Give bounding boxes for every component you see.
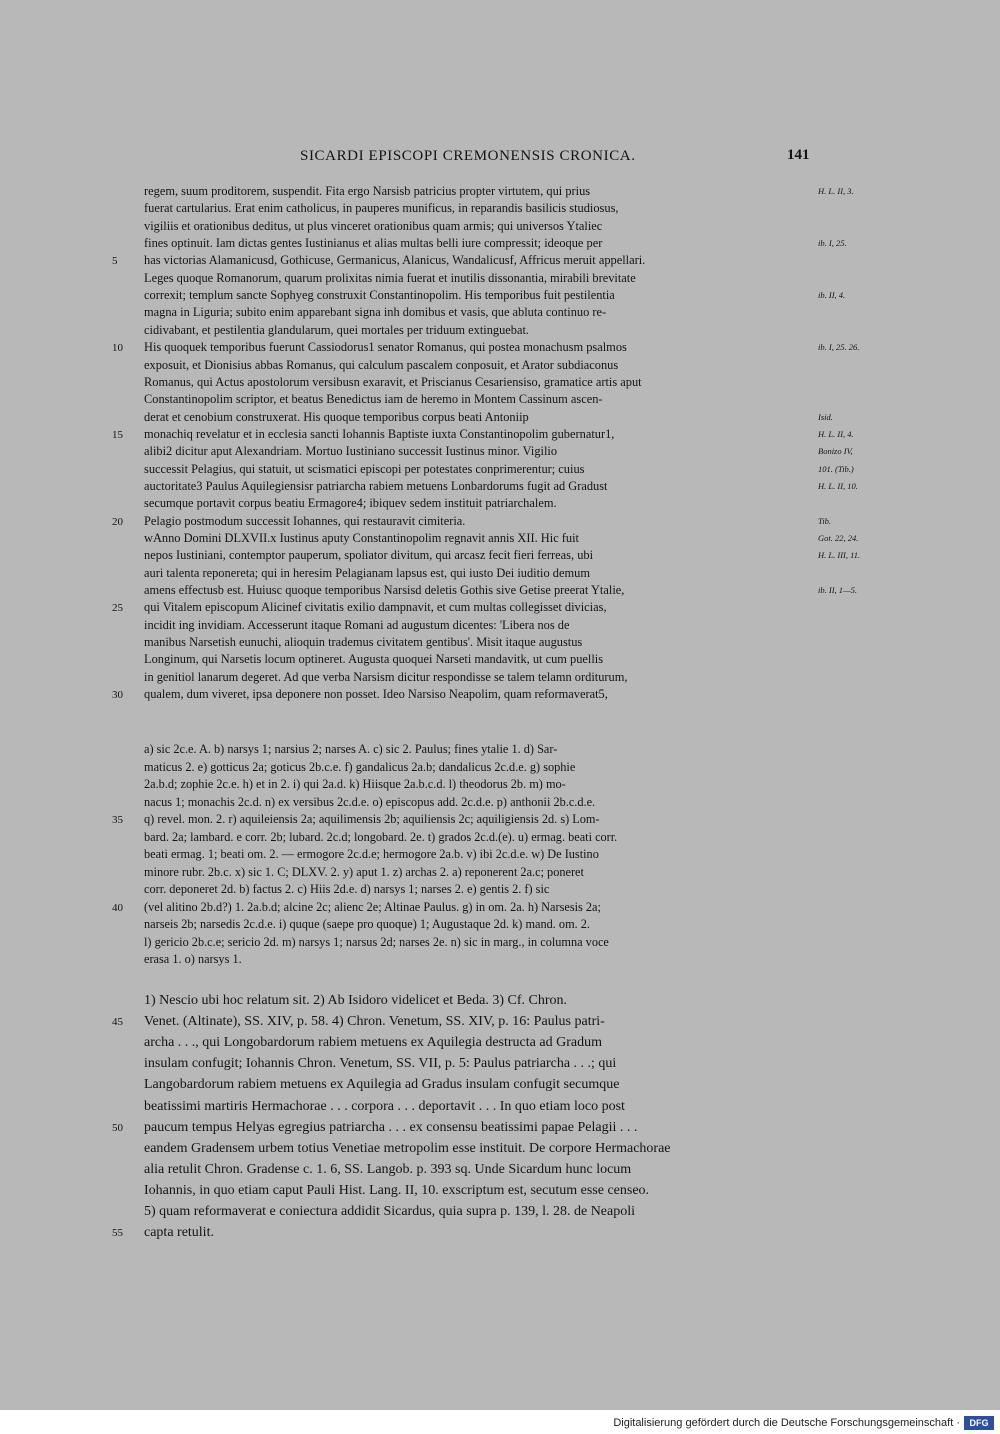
text-line [0, 1180, 1000, 1201]
text-line [0, 513, 1000, 530]
text-line [0, 1032, 1000, 1053]
text-line [0, 599, 1000, 616]
text-line [0, 759, 1000, 776]
line-number: 20 [112, 515, 123, 528]
line-text: cidivabant, et pestilentia glandularum, quei mortales per triduum extinguebat. [144, 322, 530, 337]
text-line [0, 951, 1000, 968]
line-text: 2a.b.d; zophie 2c.e. h) et in 2. i) qui 2a.d. k) Hiisque 2a.b.c.d. l) theodorus 2b. m) mo- [144, 777, 566, 791]
text-line [0, 617, 1000, 634]
line-text: qui Vitalem episcopum Alicinef civitatis exilio dampnavit, et cum multas collegisset divicias, [144, 600, 607, 615]
line-text: Romanus, qui Actus apostolorum versibusn exaravit, et Priscianus Cesariensiso, gramatice artis aput [144, 374, 642, 389]
text-line [0, 409, 1000, 426]
line-text: insulam confugit; Iohannis Chron. Venetum, SS. VII, p. 5: Paulus patriarcha . . .; qui [144, 1056, 617, 1072]
line-text: alia retulit Chron. Gradense c. 1. 6, SS. Langob. p. 393 sq. Unde Sicardum hunc locum [144, 1161, 632, 1177]
running-title: SICARDI EPISCOPI CREMONENSIS CRONICA. [300, 148, 636, 164]
text-line [0, 1011, 1000, 1032]
text-line [0, 990, 1000, 1011]
line-text: maticus 2. e) gotticus 2a; goticus 2b.c.e. f) gandalicus 2a.b; dandalicus 2c.d.e. g) sophie [144, 759, 576, 774]
funding-credit: Digitalisierung gefördert durch die Deutsche Forschungsgemeinschaft · [613, 1417, 960, 1429]
line-text: (vel alitino 2b.d?) 1. 2a.b.d; alcine 2c; alienc 2e; Altinae Paulus. g) in om. 2a. h) Narsesis 2a; [144, 899, 601, 914]
line-text: 5) quam reformaverat e coniectura addidit Sicardus, quia supra p. 139, l. 28. de Neapoli [144, 1204, 636, 1219]
text-line [0, 1074, 1000, 1095]
line-text: capta retulit. [144, 1225, 214, 1241]
line-text: Venet. (Altinate), SS. XIV, p. 58. 4) Chron. Venetum, SS. XIV, p. 16: Paulus patri- [144, 1014, 605, 1030]
line-text: amens effectusb est. Huiusc quoque temporibus Narsisd deletis Gothis sive Getise preerat Ytalie, [144, 583, 625, 598]
text-line [0, 391, 1000, 408]
text-line [0, 881, 1000, 898]
digitization-footer [0, 1414, 1000, 1434]
line-text: a) sic 2c.e. A. b) narsys 1; narsius 2; narses A. c) sic 2. Paulus; fines ytalie 1. d) Sar- [144, 742, 558, 756]
line-text: fines optinuit. Iam dictas gentes Iustinianus et alias multas belli iure compressit; ideoque per [144, 236, 603, 251]
line-text: Iohannis, in quo etiam caput Pauli Hist. Lang. II, 10. exscriptum est, secutum esse censeo. [144, 1182, 650, 1198]
text-line [0, 322, 1000, 339]
line-text: qualem, dum viveret, ipsa deponere non posset. Ideo Narsiso Neapolim, quam reformaverat5, [144, 687, 608, 702]
line-text: bard. 2a; lambard. e corr. 2b; lubard. 2c.d; longobard. 2e. t) grados 2c.d.(e). u) ermag. beati corr. [144, 829, 618, 844]
line-text: His quoquek temporibus fuerunt Cassiodorus1 senator Romanus, qui postea monachusm psalmos [144, 340, 627, 355]
text-line [0, 547, 1000, 564]
line-number: 35 [112, 814, 123, 826]
text-line [0, 183, 1000, 200]
margin-reference: H. L. III, 11. [818, 550, 861, 561]
line-number: 15 [112, 428, 123, 441]
line-number: 45 [112, 1016, 123, 1029]
line-text: corr. deponeret 2d. b) factus 2. c) Hiis 2d.e. d) narsys 1; narses 2. e) gentis 2. f) sic [144, 882, 550, 896]
line-text: monachiq revelatur et in ecclesia sancti Iohannis Baptiste iuxta Constantinopolim gubernatur1, [144, 426, 615, 441]
text-line [0, 634, 1000, 651]
text-line [0, 811, 1000, 828]
line-text: successit Pelagius, qui statuit, ut scismatici episcopi per potestates conprimerentur; cuius [144, 461, 585, 476]
line-text: auri talenta reponereta; qui in heresim Pelagianam lapsus est, qui iusto Dei iuditio demum [144, 565, 590, 580]
text-line [0, 235, 1000, 252]
line-text: Leges quoque Romanorum, quarum prolixitas nimia fuerat et inutilis dissonantia, mirabili brevitate [144, 270, 636, 285]
line-text: alibi2 dicitur aput Alexandriam. Mortuo Iustiniano successit Iustinus minor. Vigilio [144, 444, 558, 459]
line-text: Longinum, qui Narsetis locum optineret. Augusta quoquei Narseti mandavitk, ut cum puellis [144, 652, 604, 667]
text-line [0, 1138, 1000, 1159]
text-line [0, 461, 1000, 478]
margin-reference: H. L. II, 3. [818, 186, 854, 196]
line-number: 30 [112, 689, 123, 702]
text-line [0, 339, 1000, 356]
line-text: Constantinopolim scriptor, et beatus Benedictus iam de heremo in Montem Cassinum ascen- [144, 392, 603, 407]
line-text: wAnno Domini DLXVII.x Iustinus aputy Constantinopolim regnavit annis XII. Hic fuit [144, 531, 579, 545]
text-line [0, 1159, 1000, 1180]
text-line [0, 374, 1000, 391]
line-text: vigiliis et orationibus deditus, ut plus vinceret orationibus quam armis; qui universos Ytaliec [144, 218, 603, 233]
text-line [0, 686, 1000, 703]
line-text: exposuit, et Dionisius abbas Romanus, qui calculum pascalem conposuit, et Arator subdiaconus [144, 357, 619, 372]
line-text: magna in Liguria; subito enim apparebant signa inh domibus et vasis, que abluta continuo re- [144, 305, 607, 320]
line-text: derat et cenobium construxerat. His quoque temporibus corpus beati Antoniip [144, 409, 529, 424]
margin-reference: ib. II, 1—5. [818, 585, 857, 596]
line-number: 50 [112, 1121, 123, 1134]
line-text: correxit; templum sancte Sophyeg construxit Constantinopolim. His temporibus fuit pestilentia [144, 288, 615, 303]
text-line [0, 899, 1000, 916]
text-line [0, 218, 1000, 235]
margin-reference: Tib. [818, 515, 831, 526]
text-line [0, 1117, 1000, 1138]
margin-reference: Bonizo IV, [818, 446, 853, 457]
line-text: l) gericio 2b.c.e; sericio 2d. m) narsys 1; narsus 2d; narses 2e. n) sic in marg., in columna voce [144, 934, 609, 949]
text-line [0, 1222, 1000, 1243]
margin-reference: 101. (Tib.) [818, 463, 854, 474]
text-line [0, 582, 1000, 599]
dfg-logo: DFG [964, 1416, 994, 1430]
line-text: has victorias Alamanicusd, Gothicuse, Germanicus, Alanicus, Wandalicusf, Affricus meruit appellari. [144, 253, 646, 268]
text-line [0, 776, 1000, 793]
margin-reference: ib. II, 4. [818, 290, 846, 301]
text-line [0, 530, 1000, 547]
line-text: erasa 1. o) narsys 1. [144, 952, 242, 966]
text-line [0, 741, 1000, 758]
text-line [0, 287, 1000, 304]
line-text: beatissimi martiris Hermachorae . . . corpora . . . deportavit . . . In quo etiam loco post [144, 1098, 625, 1114]
text-line [0, 1201, 1000, 1222]
margin-reference: Got. 22, 24. [818, 533, 859, 543]
line-text: in genitiol lanarum degeret. Ad que verba Narsism dicitur respondisse se talem telamn orditurum, [144, 669, 628, 684]
margin-reference: ib. I, 25. [818, 238, 847, 249]
margin-reference: Isid. [818, 411, 833, 422]
text-line [0, 669, 1000, 686]
line-text: 1) Nescio ubi hoc relatum sit. 2) Ab Isidoro videlicet et Beda. 3) Cf. Chron. [144, 993, 568, 1008]
text-line [0, 829, 1000, 846]
line-text: minore rubr. 2b.c. x) sic 1. C; DLXV. 2. y) aput 1. z) archas 2. a) reponerent 2a.c; poneret [144, 864, 584, 879]
line-text: secumque portavit corpus beatiu Ermagore4; ibiquev sedem instituit patriarchalem. [144, 496, 557, 511]
line-text: Pelagio postmodum successit Iohannes, qui restauravit cimiteria. [144, 513, 466, 528]
line-text: q) revel. mon. 2. r) aquileiensis 2a; aquilimensis 2b; aquiliensis 2c; aquiligiensis 2d. s) Lom- [144, 812, 600, 826]
line-text: auctoritate3 Paulus Aquilegiensisr patriarcha rabiem metuens Lonbardorums fugit ad Gradust [144, 478, 608, 493]
line-text: manibus Narsetish eunuchi, alioquin trademus civitatem gentibus'. Misit itaque augustus [144, 635, 583, 650]
line-number: 40 [112, 901, 123, 914]
text-line [0, 304, 1000, 321]
line-text: incidit ing invidiam. Accesserunt itaque Romani ad augustum dicentes: 'Libera nos de [144, 617, 570, 632]
text-line [0, 426, 1000, 443]
text-line [0, 565, 1000, 582]
line-number: 10 [112, 342, 123, 355]
line-text: nepos Iustiniani, contemptor pauperum, spoliator divitum, qui arcasz fecit fieri ferreas, ubi [144, 548, 594, 563]
text-line [0, 478, 1000, 495]
line-text: eandem Gradensem urbem totius Venetiae metropolim esse instituit. De corpore Hermachorae [144, 1140, 671, 1156]
line-text: nacus 1; monachis 2c.d. n) ex versibus 2c.d.e. o) episcopus add. 2c.d.e. p) anthonii 2b.c.d.e. [144, 794, 596, 809]
line-text: narseis 2b; narsedis 2c.d.e. i) quque (saepe pro quoque) 1; Augustaque 2d. k) mand. om. 2. [144, 917, 591, 931]
line-number: 55 [112, 1227, 123, 1240]
text-line [0, 934, 1000, 951]
running-header [0, 148, 1000, 170]
line-text: beati ermag. 1; beati om. 2. — ermogore 2c.d.e; hermogore 2a.b. v) ibi 2c.d.e. w) De Iustino [144, 847, 599, 861]
text-line [0, 252, 1000, 269]
text-line [0, 1096, 1000, 1117]
text-line [0, 916, 1000, 933]
line-number: 5 [112, 255, 118, 268]
text-line [0, 443, 1000, 460]
text-line [0, 1053, 1000, 1074]
text-line [0, 846, 1000, 863]
text-line [0, 495, 1000, 512]
page-number: 141 [787, 147, 810, 163]
text-line [0, 651, 1000, 668]
margin-reference: ib. I, 25. 26. [818, 342, 860, 353]
text-line [0, 270, 1000, 287]
line-text: archa . . ., qui Longobardorum rabiem metuens ex Aquilegia destructa ad Gradum [144, 1035, 602, 1051]
margin-reference: H. L. II, 10. [818, 480, 858, 491]
text-line [0, 200, 1000, 217]
text-line [0, 357, 1000, 374]
text-line [0, 794, 1000, 811]
line-text: regem, suum proditorem, suspendit. Fita ergo Narsisb patricius propter virtutem, qui prius [144, 184, 591, 198]
text-line [0, 864, 1000, 881]
line-number: 25 [112, 602, 123, 615]
line-text: paucum tempus Helyas egregius patriarcha . . . ex consensu beatissimi papae Pelagii . . . [144, 1119, 638, 1135]
margin-reference: H. L. II, 4. [818, 428, 854, 439]
line-text: Langobardorum rabiem metuens ex Aquilegia ad Gradus insulam confugit secumque [144, 1077, 620, 1093]
line-text: fuerat cartularius. Erat enim catholicus, in pauperes munificus, in reparandis basilicis studiosus, [144, 201, 619, 216]
